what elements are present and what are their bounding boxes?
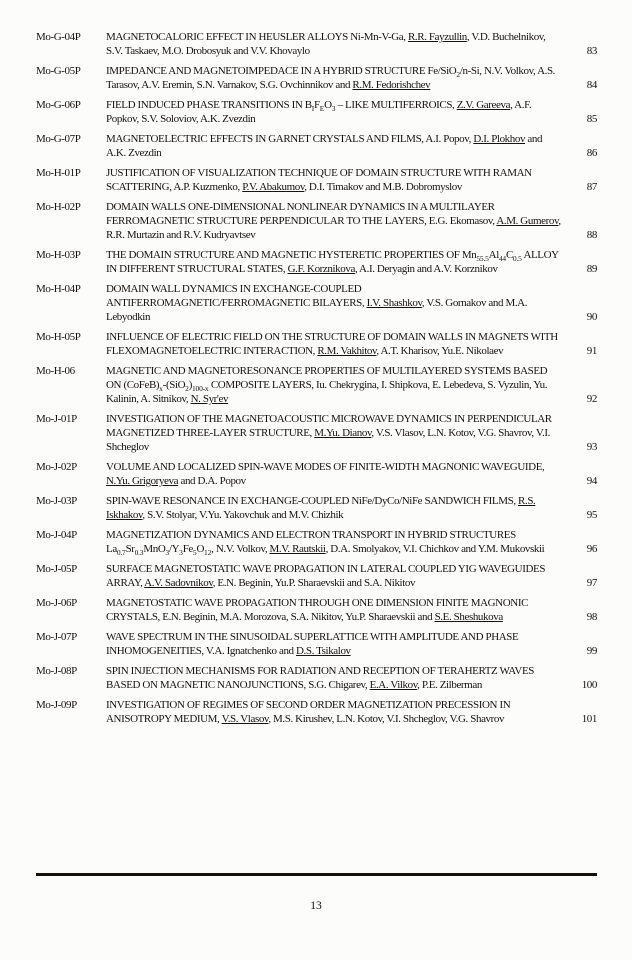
title-text-segment: , V.S. Vlasov, L.N. Kotov, V.G. Shavrov, V.I. Shcheglov [106, 427, 550, 453]
title-text-segment: , D.A. Smolyakov, V.I. Chichkov and Y.M. Mukovskii [325, 543, 545, 555]
presenting-author: M.Yu. Dianov [314, 427, 372, 439]
title-text-segment: MnO [143, 543, 166, 555]
title-text-segment: DOMAIN WALLS ONE-DIMENSIONAL NONLINEAR DYNAMICS IN A MULTILAYER FERROMAGNETIC STRUCTURE PERPENDICULAR TO THE LAYERS, E.G. Ekomasov, [106, 201, 497, 227]
title-text-segment: IMPEDANCE AND MAGNETOIMPEDACE IN A HYBRID STRUCTURE Fe/SiO [106, 65, 457, 77]
presenting-author: D.I. Plokhov [473, 133, 526, 145]
session-code: Mo-J-07P [36, 631, 77, 643]
entry-title-authors [106, 248, 561, 276]
title-text-segment: F [314, 99, 320, 111]
entry-title-authors [106, 630, 561, 658]
presenting-author: D.S. Tsikalov [296, 645, 351, 657]
session-code: Mo-H-04P [36, 283, 81, 295]
entry-page-number: 97 [586, 577, 597, 589]
entry-page-number: 91 [586, 345, 597, 357]
title-text-segment: , E.N. Beginin, Yu.P. Sharaevskii and S.A. Nikitov [212, 577, 416, 589]
session-code: Mo-H-05P [36, 331, 81, 343]
title-text-segment: MAGNETOSTATIC WAVE PROPAGATION THROUGH ONE DIMENSION FINITE MAGNONIC CRYSTALS, E.N. Beginin, M.A. Morozova, S.A. Nikitov, Yu.P. Sharaevskii and [106, 597, 529, 623]
title-text-segment: WAVE SPECTRUM IN THE SINUSOIDAL SUPERLATTICE WITH AMPLITUDE AND PHASE INHOMOGENEITIES, V.A. Ignatchenko and [106, 631, 519, 657]
presenting-author: R.M. Vakhitov [317, 345, 377, 357]
presenting-author: S.E. Sheshukova [434, 611, 503, 623]
formula-subscript: 0.7 [116, 548, 126, 558]
entry-title-authors [106, 664, 561, 692]
toc-entry [36, 98, 597, 126]
toc-entry [36, 664, 597, 692]
entry-title-authors [106, 200, 561, 242]
presenting-author: N. Syr'ev [190, 393, 229, 405]
title-text-segment: , M.S. Kirushev, L.N. Kotov, V.I. Shcheglov, V.G. Shavrov [268, 713, 505, 725]
entry-title-authors [106, 30, 561, 58]
entry-page-number: 83 [586, 45, 597, 57]
title-text-segment: , R.R. Murtazin and R.V. Kudryavtsev [106, 215, 561, 241]
formula-subscript: 44 [498, 254, 506, 264]
session-code: Mo-J-04P [36, 529, 77, 541]
entry-title-authors [106, 132, 561, 160]
entry-page-number: 93 [586, 441, 597, 453]
title-text-segment: MAGNETIZATION DYNAMICS AND ELECTRON TRANSPORT IN HYBRID STRUCTURES La [106, 529, 516, 555]
toc-entry [36, 562, 597, 590]
title-text-segment: VOLUME AND LOCALIZED SPIN-WAVE MODES OF FINITE-WIDTH MAGNONIC WAVEGUIDE, [106, 461, 545, 473]
title-text-segment: SURFACE MAGNETOSTATIC WAVE PROPAGATION IN LATERAL COUPLED YIG WAVEGUIDES ARRAY, [106, 563, 546, 589]
session-code: Mo-J-02P [36, 461, 77, 473]
title-text-segment: MAGNETOELECTRIC EFFECTS IN GARNET CRYSTALS AND FILMS, A.I. Popov, [106, 133, 474, 145]
toc-entry [36, 64, 597, 92]
title-text-segment: DOMAIN WALL DYNAMICS IN EXCHANGE-COUPLED ANTIFERROMAGNETIC/FERROMAGNETIC BILAYERS, [106, 283, 367, 309]
entry-title-authors [106, 98, 561, 126]
title-text-segment: MAGNETIC AND MAGNETORESONANCE PROPERTIES OF MULTILAYERED SYSTEMS BASED ON (CoFeB) [106, 365, 548, 391]
session-code: Mo-J-09P [36, 699, 77, 711]
presenting-author: N.Yu. Grigoryeva [106, 475, 179, 487]
formula-subscript: 0.3 [134, 548, 144, 558]
formula-subscript: 3 [165, 548, 169, 558]
title-text-segment: JUSTIFICATION OF VISUALIZATION TECHNIQUE OF DOMAIN STRUCTURE WITH RAMAN SCATTERING, A.P. Kuzmenko, [106, 167, 532, 193]
title-text-segment: FIELD INDUCED PHASE TRANSITIONS IN B [106, 99, 312, 111]
title-text-segment: O [196, 543, 205, 555]
entry-title-authors [106, 494, 561, 522]
title-text-segment: , V.S. Gornakov and M.A. Lebyodkin [106, 297, 528, 323]
title-text-segment: , P.E. Zilberman [417, 679, 482, 691]
entry-title-authors [106, 460, 561, 488]
toc-entry [36, 698, 597, 726]
formula-subscript: x [159, 384, 163, 394]
presenting-author: V.S. Vlasov [221, 713, 269, 725]
toc-entry [36, 630, 597, 658]
toc-entry [36, 460, 597, 488]
formula-subscript: 0.5 [512, 254, 522, 264]
entry-title-authors [106, 596, 561, 624]
formula-subscript: 2 [185, 384, 189, 394]
entry-page-number: 100 [581, 679, 597, 691]
entry-page-number: 85 [586, 113, 597, 125]
entry-page-number: 89 [586, 263, 597, 275]
entry-title-authors [106, 528, 561, 556]
title-text-segment: INFLUENCE OF ELECTRIC FIELD ON THE STRUCTURE OF DOMAIN WALLS IN MAGNETS WITH FLEXOMAGNETOELECTRIC INTERACTION, [106, 331, 558, 357]
session-code: Mo-H-01P [36, 167, 81, 179]
presenting-author: M.V. Rautskii [269, 543, 326, 555]
title-text-segment: COMPOSITE LAYERS, Iu. Chekrygina, I. Shipkova, E. Lebedeva, S. Vyzulin, Yu. Kalinin, A. Sitnikov, [106, 379, 548, 405]
session-code: Mo-J-06P [36, 597, 77, 609]
presenting-author: R.R. Fayzullin [407, 31, 467, 43]
entry-title-authors [106, 698, 561, 726]
title-text-segment: C [505, 249, 513, 261]
entry-page-number: 96 [586, 543, 597, 555]
entry-page-number: 101 [581, 713, 597, 725]
session-code: Mo-H-03P [36, 249, 81, 261]
toc-entry [36, 166, 597, 194]
presenting-author: A.M. Gumerov [496, 215, 559, 227]
presenting-author: E.A. Vilkov [369, 679, 418, 691]
session-code: Mo-H-06 [36, 365, 75, 377]
entry-title-authors [106, 166, 561, 194]
title-text-segment: , D.I. Timakov and M.B. Dobromyslov [304, 181, 462, 193]
title-text-segment: -(SiO [162, 379, 186, 391]
entry-title-authors [106, 282, 561, 324]
presenting-author: R.M. Fedorishchev [352, 79, 431, 91]
entry-page-number: 88 [586, 229, 597, 241]
formula-subscript: 3 [331, 104, 336, 114]
toc-entry [36, 132, 597, 160]
title-text-segment: /n-Si, N.V. Volkov, A.S. Tarasov, A.V. Eremin, S.N. Varnakov, S.G. Ovchinnikov and [106, 65, 556, 91]
title-text-segment: THE DOMAIN STRUCTURE AND MAGNETIC HYSTERETIC PROPERTIES OF Mn [106, 249, 477, 261]
toc-entry [36, 494, 597, 522]
session-code: Mo-G-04P [36, 31, 81, 43]
title-text-segment: ALLOY IN DIFFERENT STRUCTURAL STATES, [106, 249, 559, 275]
session-code: Mo-J-05P [36, 563, 77, 575]
title-text-segment: , A.I. Deryagin and A.V. Korznikov [354, 263, 498, 275]
toc-entry [36, 248, 597, 276]
presenting-author: A.V. Sadovnikov [144, 577, 213, 589]
presenting-author: R.S. Iskhakov [106, 495, 536, 521]
presenting-author: I.V. Shashkov [366, 297, 422, 309]
title-text-segment: , V.D. Buchelnikov, S.V. Taskaev, M.O. Drobosyuk and V.V. Khovaylo [106, 31, 546, 57]
formula-subscript: I [311, 104, 315, 114]
entry-title-authors [106, 364, 561, 406]
toc-entry [36, 528, 597, 556]
page-number: 13 [310, 900, 322, 912]
session-code: Mo-G-07P [36, 133, 81, 145]
title-text-segment: SPIN-WAVE RESONANCE IN EXCHANGE-COUPLED NiFe/DyCo/NiFe SANDWICH FILMS, [106, 495, 519, 507]
title-text-segment: Al [488, 249, 499, 261]
title-text-segment: ) [188, 379, 192, 391]
entry-page-number: 84 [586, 79, 597, 91]
session-code: Mo-G-06P [36, 99, 81, 111]
title-text-segment: /Y [168, 543, 180, 555]
presenting-author: Z.V. Gareeva [456, 99, 511, 111]
toc-entry [36, 200, 597, 242]
session-code: Mo-H-02P [36, 201, 81, 213]
session-code: Mo-J-01P [36, 413, 77, 425]
entry-title-authors [106, 330, 561, 358]
formula-subscript: 100-x [191, 384, 209, 394]
toc-entry [36, 364, 597, 406]
formula-subscript: 55.5 [476, 254, 489, 264]
toc-entry [36, 282, 597, 324]
session-code: Mo-J-08P [36, 665, 77, 677]
entry-page-number: 99 [586, 645, 597, 657]
entry-title-authors [106, 412, 561, 454]
entry-title-authors [106, 562, 561, 590]
title-text-segment: and D.A. Popov [178, 475, 246, 487]
entry-page-number: 98 [586, 611, 597, 623]
title-text-segment: MAGNETOCALORIC EFFECT IN HEUSLER ALLOYS Ni-Mn-V-Ga, [106, 31, 408, 43]
toc-entry [36, 596, 597, 624]
title-text-segment: , A.T. Kharisov, Yu.E. Nikolaev [376, 345, 504, 357]
presenting-author: P.V. Abakumov [242, 181, 305, 193]
formula-subscript: 3 [179, 548, 183, 558]
toc-entry [36, 412, 597, 454]
title-text-segment: SPIN INJECTION MECHANISMS FOR RADIATION AND RECEPTION OF TERAHERTZ WAVES BASED ON MAGNETIC NANOJUNCTIONS, S.G. Chigarev, [106, 665, 534, 691]
title-text-segment: Fe [182, 543, 193, 555]
session-code: Mo-J-03P [36, 495, 77, 507]
entry-title-authors [106, 64, 561, 92]
formula-subscript: 2 [456, 70, 460, 80]
toc-entry [36, 330, 597, 358]
title-text-segment: – LIKE MULTIFERROICS, [335, 99, 457, 111]
entry-page-number: 90 [586, 311, 597, 323]
presenting-author: G.F. Korznikova [287, 263, 355, 275]
toc-entry-list [36, 30, 597, 732]
toc-entry [36, 30, 597, 58]
title-text-segment: Sr [125, 543, 135, 555]
entry-page-number: 87 [586, 181, 597, 193]
title-text-segment: , A.F. Popkov, S.V. Soloviov, A.K. Zvezdin [106, 99, 532, 125]
title-text-segment: , S.V. Stolyar, V.Yu. Yakovchuk and M.V. Chizhik [142, 509, 344, 521]
title-text-segment: O [324, 99, 332, 111]
entry-page-number: 86 [586, 147, 597, 159]
entry-page-number: 92 [586, 393, 597, 405]
entry-page-number: 95 [586, 509, 597, 521]
title-text-segment: and A.K. Zvezdin [106, 133, 543, 159]
formula-subscript: 12 [204, 548, 212, 558]
title-text-segment: INVESTIGATION OF REGIMES OF SECOND ORDER MAGNETIZATION PRECESSION IN ANISOTROPY MEDIUM, [106, 699, 511, 725]
title-text-segment: , N.V. Volkov, [211, 543, 270, 555]
session-code: Mo-G-05P [36, 65, 81, 77]
footer-rule [36, 873, 597, 876]
entry-page-number: 94 [586, 475, 597, 487]
formula-subscript: E [319, 104, 325, 114]
formula-subscript: 5 [192, 548, 197, 558]
title-text-segment: INVESTIGATION OF THE MAGNETOACOUSTIC MICROWAVE DYNAMICS IN PERPENDICULAR MAGNETIZED THREE-LAYER STRUCTURE, [106, 413, 552, 439]
